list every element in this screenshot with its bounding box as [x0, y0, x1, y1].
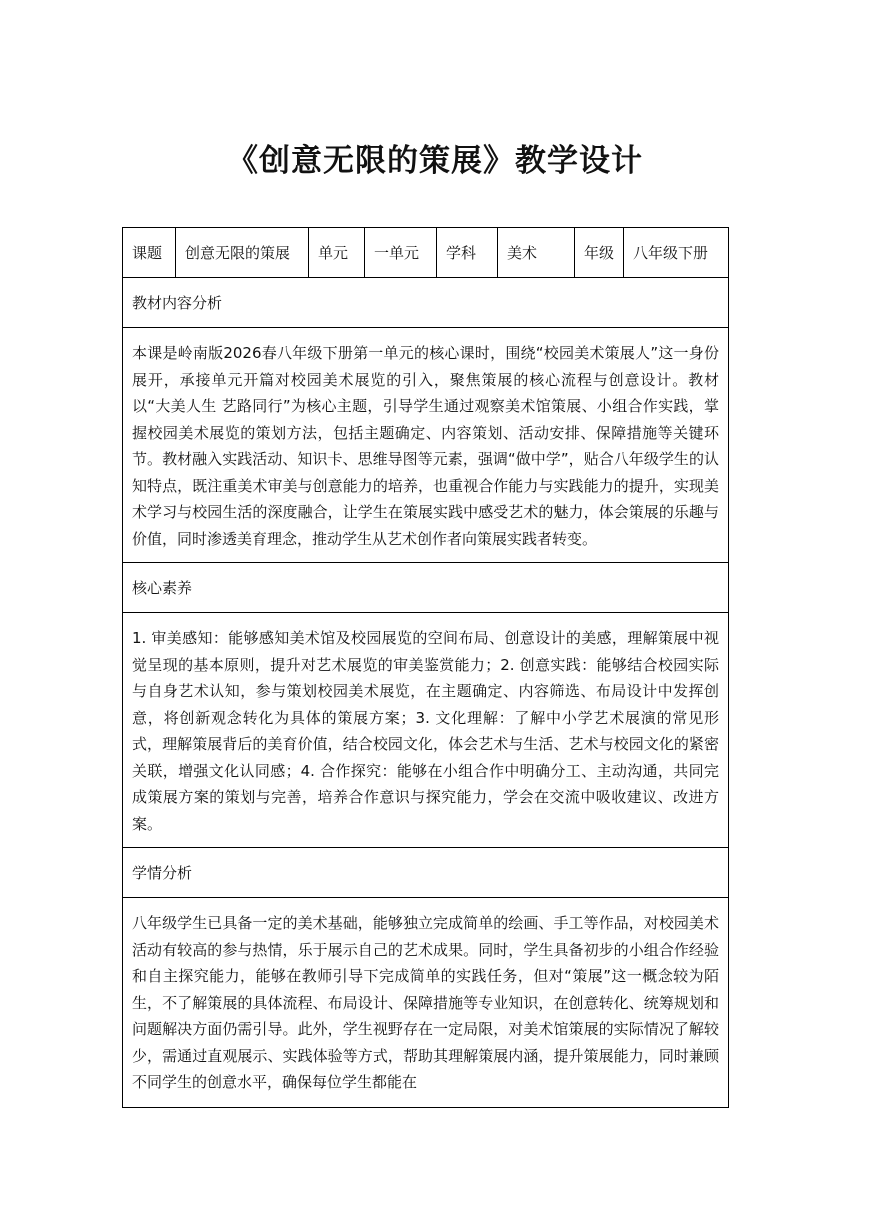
- section-content-row: [123, 898, 729, 1108]
- course-label: 课题: [123, 228, 176, 278]
- grade-label: 年级: [575, 228, 624, 278]
- core-literacy-text: 1. 审美感知：能够感知美术馆及校园展览的空间布局、创意设计的美感，理解策展中视觉呈现的基本原则，提升对艺术展览的审美鉴赏能力；2. 创意实践：能够结合校园实际与自身艺术认知，参与策划校园美术展览，在主题确定、内容筛选、布局设计中发挥创意，将创新观念转化为具体的策展方案；3. 文化理解：了解中小学艺术展演的常见形式，理解策展背后的美育价值，结合校园文化，体会艺术与生活、艺术与校园文化的紧密关联，增强文化认同感；4. 合作探究：能够在小组合作中明确分工、主动沟通，共同完成策展方案的策划与完善，培养合作意识与探究能力，学会在交流中吸收建议、改进方案。: [123, 613, 729, 848]
- student-analysis-cell: [123, 898, 729, 1108]
- page-title: 《创意无限的策展》教学设计: [227, 143, 643, 179]
- material-analysis-text: 本课是岭南版2026春八年级下册第一单元的核心课时，围绕“校园美术策展人”这一身份展开，承接单元开篇对校园美术展览的引入，聚焦策展的核心流程与创意设计。教材以“大美人生 艺路同行”为核心主题，引导学生通过观察美术馆策展、小组合作实践，掌握校园美术展览的策划方法，包括主题确定、内容策划、活动安排、保障措施等关键环节。教材融入实践活动、知识卡、思维导图等元素，强调“做中学”，贴合八年级学生的认知特点，既注重美术审美与创意能力的培养，也重视合作能力与实践能力的提升，实现美术学习与校园生活的深度融合，让学生在策展实践中感受艺术的魅力，体会策展的乐趣与价值，同时渗透美育理念，推动学生从艺术创作者向策展实践者转变。: [123, 328, 729, 563]
- unit-value: 一单元: [365, 228, 437, 278]
- unit-label: 单元: [309, 228, 365, 278]
- student-analysis-text: 八年级学生已具备一定的美术基础，能够独立完成简单的绘画、手工等作品，对校园美术活动有较高的参与热情，乐于展示自己的艺术成果。同时，学生具备初步的小组合作经验和自主探究能力，能够在教师引导下完成简单的实践任务，但对“策展”这一概念较为陌生，不了解策展的具体流程、布局设计、保障措施等专业知识，在创意转化、统筹规划和问题解决方面仍需引导。此外，学生视野存在一定局限，对美术馆策展的实际情况了解较少，需通过直观展示、实践体验等方式，帮助其理解策展内涵，提升策展能力，同时兼顾不同学生的创意水平，确保每位学生都能在: [132, 914, 719, 1091]
- header-row: [123, 228, 729, 278]
- lesson-plan-table: [122, 227, 729, 1108]
- section-label-row: [123, 278, 729, 328]
- course-value: 创意无限的策展: [176, 228, 309, 278]
- student-analysis-label: 学情分析: [123, 848, 729, 898]
- section-content-row: [123, 328, 729, 563]
- section-label-row: [123, 563, 729, 613]
- grade-value: 八年级下册: [624, 228, 729, 278]
- subject-label: 学科: [437, 228, 498, 278]
- section-content-row: [123, 613, 729, 848]
- section-label-row: [123, 848, 729, 898]
- subject-value: 美术: [498, 228, 575, 278]
- core-literacy-label: 核心素养: [123, 563, 729, 613]
- material-analysis-label: 教材内容分析: [123, 278, 729, 328]
